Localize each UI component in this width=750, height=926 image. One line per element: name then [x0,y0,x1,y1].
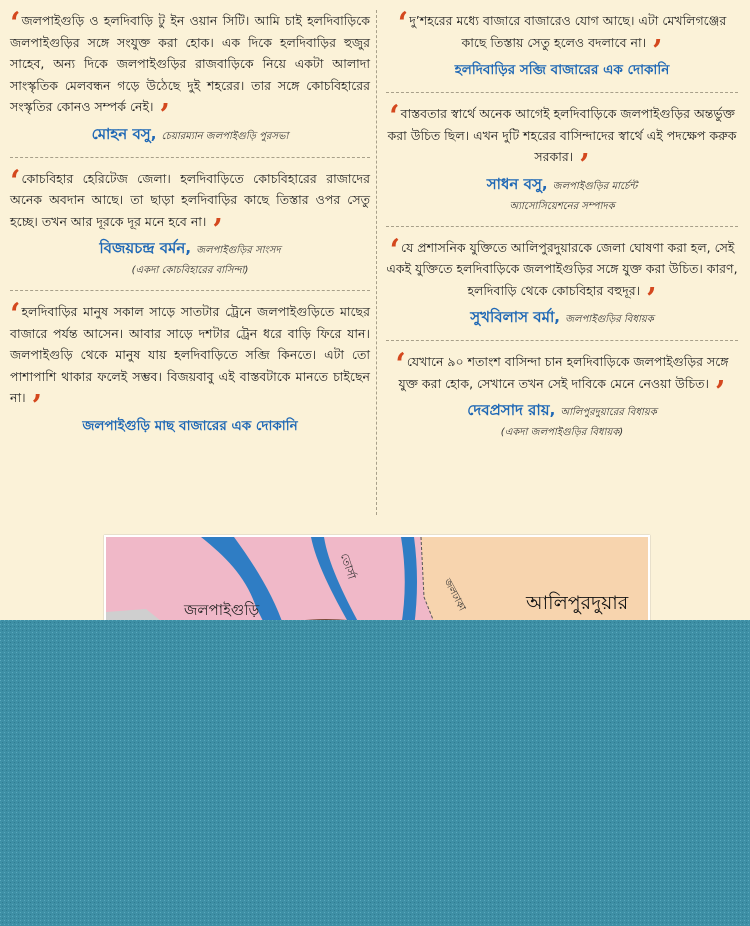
quote-block [10,163,370,281]
speaker-note: (একদা কোচবিহারের বাসিন্দা) [131,265,249,276]
separator [10,157,370,158]
speaker-note: (একদা জলপাইগুড়ির বিধায়ক) [500,427,624,438]
quote-close-icon: ’ [212,212,223,248]
quote-open-icon: ‘ [10,6,21,41]
quote-block [386,6,738,82]
separator [10,290,370,291]
quote-close-icon: ’ [652,33,663,69]
quote-block [10,297,370,438]
column-divider [376,10,377,515]
map-label-jalpaiguri: জলপাইগুড়ি [184,601,260,619]
map-label-alipurduar: আলিপুরদুয়ার [526,592,629,614]
attribution [386,400,738,423]
quote-text-sukhbilas: ‘যে প্রশাসনিক যুক্তিতে আলিপুরদুয়ারকে জেলা ঘোষণা করা হল, সেই একই যুক্তিতে হলদিবাড়িকে জলপাইগুড়ির সঙ্গে যুক্ত করা উচিত। কারণ, হলদিবাড়ি থেকে কোচবিহার বহুদূর। ’ [386,232,738,317]
separator [386,226,738,227]
speaker-role: চেয়ারম্যান জলপাইগুড়ি পুরসভা [161,130,289,142]
quote-text-sadhan: ‘বাস্তবতার স্বার্থে অনেক আগেই হলদিবাড়িকে জলপাইগুড়ির অন্তর্ভুক্ত করা উচিত ছিল। এখন দুটি শহরের বাসিন্দাদের স্বার্থে এই পদক্ষেপ করুক সরকার। ’ [387,99,737,183]
quote-open-icon: ‘ [10,163,21,199]
quote-close-icon: ’ [715,374,726,410]
attribution: জলপাইগুড়ি মাছ বাজারের এক দোকানি [82,417,298,434]
attribution [10,124,370,147]
quote-block [386,347,738,442]
speaker-name: বিজয়চন্দ্র বর্মন, [99,239,192,257]
separator [386,340,738,341]
quote-text-debprasad: ‘যেখানে ৯০ শতাংশ বাসিন্দা চান হলদিবাড়িকে জলপাইগুড়ির সঙ্গে যুক্ত করা হোক, সেখানে তখন সেই দাবিকে মেনে নেওয়া উচিত। ’ [395,347,729,410]
quote-close-icon: ’ [159,98,170,133]
speaker-name: সাধন বসু, [486,174,548,193]
quote-text-mohan: ‘জলপাইগুড়ি ও হলদিবাড়ি টু ইন ওয়ান সিটি। আমি চাই হলদিবাড়িকে জলপাইগুড়ির সঙ্গে সংযুক্ত করা হোক। এক দিকে হলদিবাড়ির হুজুর সাহেব, অন্য দিকে জলপাইগুড়ির রাজবাড়িকে নিয়ে একটা আলাদা সাংস্কৃতিক মেলবন্ধন গড়ে উঠেছে দুই শহরের। তার সঙ্গে কোচবিহারের সংস্কৃতির কোনও সম্পর্ক নেই। ’ [10,6,370,133]
speaker-note: অ্যাসোসিয়েশনের সম্পাদক [509,200,615,212]
blue-pattern-overlay [0,620,750,926]
quote-block [386,99,738,216]
quote-block [386,232,738,331]
attribution [386,174,738,197]
map-label-torsa: তোর্সা [337,551,359,581]
map [104,535,650,629]
map-label-jaldhaka: জলঢাকা [441,577,468,614]
quote-block [10,6,370,147]
quote-text-veg-market: ‘দু’শহরের মধ্যে বাজারে বাজারেও যোগ আছে। এটা মেখলিগঞ্জের কাছে তিস্তায় সেতু হলেও বদলাবে না। ’ [397,6,727,69]
speaker-name: সুখবিলাস বর্মা, [470,308,561,326]
quote-close-icon: ’ [579,148,590,183]
left-column [10,6,370,438]
quote-open-icon: ‘ [10,297,21,332]
quote-open-icon: ‘ [389,99,400,134]
attribution: হলদিবাড়ির সব্জি বাজারের এক দোকানি [454,62,670,78]
attribution [10,238,370,261]
speaker-name: মোহন বসু, [91,124,157,143]
quote-close-icon: ’ [31,389,43,424]
speaker-role: জলপাইগুড়ির সাংসদ [196,245,281,256]
attribution [386,307,738,330]
quote-open-icon: ‘ [397,6,409,41]
quote-text-fish-market: ‘হলদিবাড়ির মানুষ সকাল সাড়ে সাতটার ট্রেনে জলপাইগুড়িতে মাছের বাজারে পর্যন্ত আসেন। আবার সাড়ে দশটার ট্রেন ধরে বাড়ি ফিরে যান। জলপাইগুড়ি থেকে মানুষ যায় হলদিবাড়িতে সব্জি কিনতে। এটা তো পাশাপাশি থাকার ফলেই সম্ভব। বিজয়বাবু এই বাস্তবটাকে মানতে চাইছেন না। ’ [10,297,370,424]
quote-text-bijoy: ‘কোচবিহার হেরিটেজ জেলা। হলদিবাড়িতে কোচবিহারের রাজাদের অনেক অবদান আছে। তা ছাড়া হলদিবাড়ির কাছে তিস্তার ওপর সেতু হচ্ছে। তখন আর দূরকে দূর মনে হবে না। ’ [10,163,370,248]
separator [386,92,738,93]
speaker-role: আলিপুরদুয়ারের বিধায়ক [560,407,657,418]
speaker-name: দেবপ্রসাদ রায়, [467,401,556,419]
quote-open-icon: ‘ [389,232,401,268]
speaker-role: জলপাইগুড়ির বিধায়ক [565,314,654,325]
quote-open-icon: ‘ [395,347,406,382]
right-column [386,6,738,442]
speaker-role: জলপাইগুড়ির মার্চেন্ট [552,180,638,192]
quote-close-icon: ’ [646,281,657,317]
